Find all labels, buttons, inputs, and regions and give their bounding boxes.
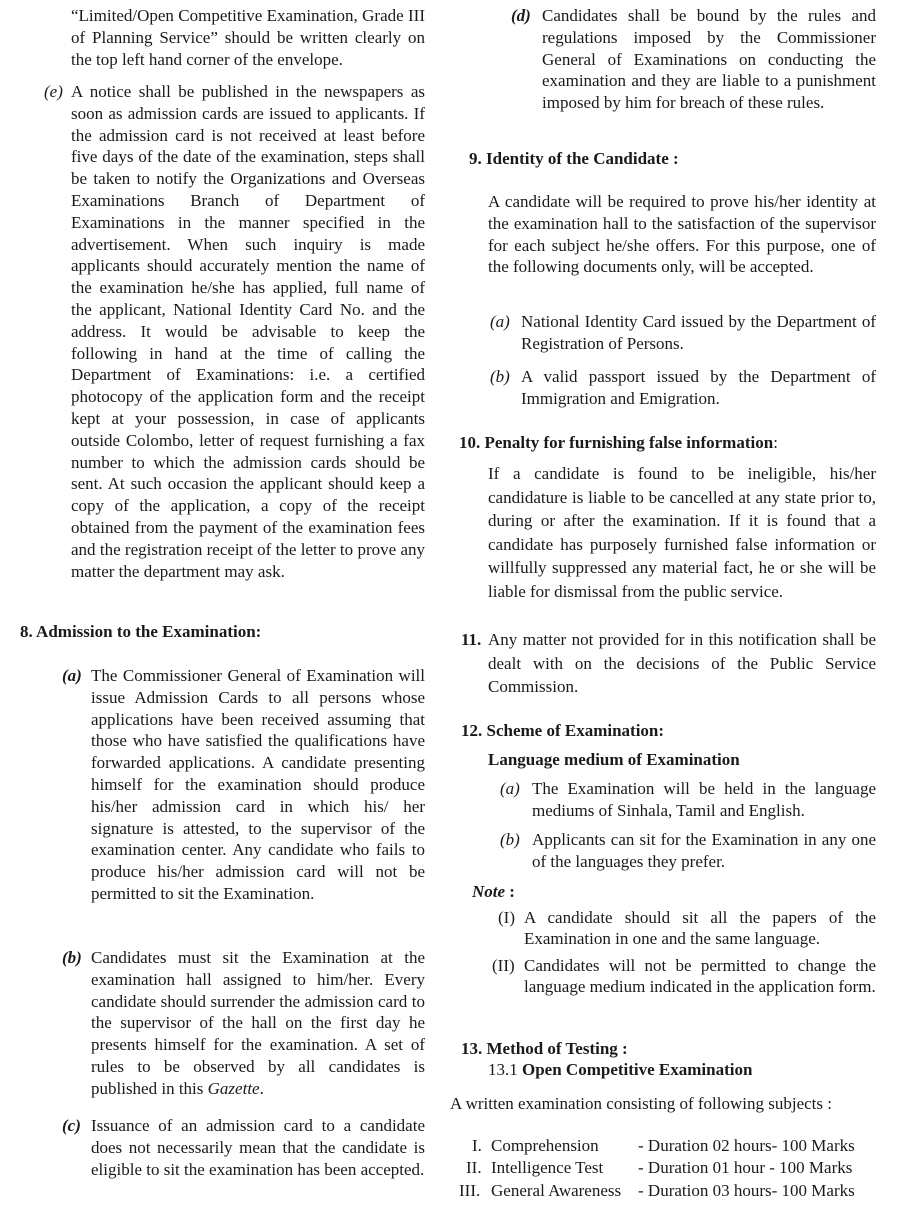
item-e <box>20 81 425 582</box>
section-9-heading: 9. Identity of the Candidate : <box>469 149 679 168</box>
subjects-intro: A written examination consisting of following subjects : <box>450 1094 832 1113</box>
section-8-item-b <box>20 947 425 1100</box>
item-e-label: (e) <box>44 82 63 101</box>
section-8-item-b-end: . <box>259 1078 264 1098</box>
section-8-item-c-text: Issuance of an admission card to a candidate does not necessarily mean that the candidate is eligible to sit the examination has been accepted. <box>91 1116 425 1179</box>
section-12-item-a-text: The Examination will be held in the language mediums of Sinhala, Tamil and English. <box>532 779 876 820</box>
section-12-item-b-label: (b) <box>500 830 520 849</box>
section-8-item-b-text <box>91 947 425 1100</box>
section-12-item-b-text: Applicants can sit for the Examination in any one of the languages they prefer. <box>532 830 876 871</box>
section-9-text: A candidate will be required to prove his/her identity at the examination hall to the satisfaction of the supervisor for each subject he/she offers. For this purpose, one of the following documents only, will be accepted. <box>488 192 876 277</box>
section-8-item-a <box>20 665 425 905</box>
section-11-number: 11. <box>461 630 482 649</box>
envelope-instruction-text: “Limited/Open Competitive Examination, Grade III of Planning Service” should be written clearly on the top left hand corner of the envelope. <box>71 6 425 69</box>
section-11-text: Any matter not provided for in this notification shall be dealt with on the decisions of the Public Service Commission. <box>488 630 876 697</box>
section-12-item-a-label: (a) <box>500 779 520 798</box>
note-label: Note <box>472 882 506 901</box>
subject-number: II. <box>466 1158 482 1177</box>
item-e-text: A notice shall be published in the newspapers as soon as admission cards are issued to applicants. If the admission card is not received at least before five days of the date of the examination, steps shall be taken to notify the Organizations and Overseas Examinations Branch of Department of Examinations in the manner specified in the advertisement. When such inquiry is made applicants should accurately mention the name of the examination he/she has applied, full name of the applicant, National Identity Card No. and the address. It would be advisable to keep the following in hand at the time of calling the Department of Examinations: i.e. a certified photocopy of the application form and the receipt kept at your possession, in case of applicants outside Colombo, letter of request furnishing a fax number to which the admission cards should be sent. At such occasion the applicant should keep a copy of the application, a copy of the receipt obtained from the payment of the examination fees and the registration receipt of the letter to prove any matter the department may ask. <box>71 82 425 581</box>
envelope-instruction <box>71 5 425 70</box>
subject-number: I. <box>472 1136 482 1155</box>
section-12-item-a <box>450 778 876 822</box>
note-colon: : <box>505 882 515 901</box>
section-8-item-b-label: (b) <box>62 948 82 967</box>
item-d-label: (d) <box>511 6 531 25</box>
item-d-text: Candidates shall be bound by the rules and regulations imposed by the Commissioner General of Examinations on conducting the examination and they are liable to a punishment imposed by him for breach of these rules. <box>542 6 876 113</box>
note-item-ii-text: Candidates will not be permitted to change the language medium indicated in the application form. <box>524 956 876 996</box>
section-11 <box>450 628 876 699</box>
section-13-1-title: Open Competitive Examination <box>522 1060 753 1079</box>
section-8-item-b-body: Candidates must sit the Examination at the examination hall assigned to him/her. Every candidate should surrender the admission card to the supervisor of the hall on the first day he presents himself for the examination. A set of rules to be observed by all candidates is published in this <box>91 948 425 1098</box>
section-9-item-a <box>450 311 876 355</box>
note-item-i <box>450 908 876 949</box>
section-12-item-b <box>450 829 876 873</box>
section-8-heading: 8. Admission to the Examination: <box>20 622 262 641</box>
subject-name: General Awareness <box>491 1181 622 1200</box>
subject-detail: - Duration 02 hours- 100 Marks <box>638 1136 855 1155</box>
section-10-text: If a candidate is found to be ineligible, his/her candidature is liable to be cancelled at any state prior to, during or after the examination. If it is found that a candidate has purposely furnished false information or willfully suppressed any material fact, he or she will be liable for dismissal from the public service. <box>488 464 876 601</box>
item-d <box>450 5 876 114</box>
language-medium-heading: Language medium of Examination <box>488 750 740 769</box>
note-item-i-label: (I) <box>498 908 515 927</box>
section-9-item-a-label: (a) <box>490 312 510 331</box>
section-12-heading: 12. Scheme of Examination: <box>461 721 665 740</box>
note-item-ii <box>450 956 876 997</box>
section-9-item-b-text: A valid passport issued by the Department of Immigration and Emigration. <box>521 367 876 408</box>
section-8-item-c <box>20 1115 425 1180</box>
subject-name: Intelligence Test <box>491 1158 604 1177</box>
section-8-item-a-text: The Commissioner General of Examination will issue Admission Cards to all persons whose applications have been received assuming that those who have satisfied the qualifications have forwarded applications. A candidate presenting himself for the examination should produce his/her admission card in which his/ her signature is attested, to the supervisor of the examination center. Any candidate who fails to produce his/her admission card will not be permitted to sit the Examination. <box>91 666 425 903</box>
subject-number: III. <box>459 1181 481 1200</box>
section-10-colon: : <box>773 433 778 452</box>
section-8-item-a-label: (a) <box>62 666 82 685</box>
section-13-1-number: 13.1 <box>488 1060 518 1079</box>
section-9-item-b-label: (b) <box>490 367 510 386</box>
note-item-ii-label: (II) <box>492 956 515 975</box>
section-13-heading: 13. Method of Testing : <box>461 1039 628 1058</box>
section-13-1-heading <box>488 1059 876 1081</box>
section-9-item-a-text: National Identity Card issued by the Department of Registration of Persons. <box>521 312 876 353</box>
note-item-i-text: A candidate should sit all the papers of the Examination in one and the same language. <box>524 908 876 948</box>
subject-name: Comprehension <box>491 1136 599 1155</box>
gazette-reference: Gazette <box>207 1078 260 1098</box>
section-9-item-b <box>450 366 876 410</box>
subject-detail: - Duration 01 hour - 100 Marks <box>638 1158 853 1177</box>
section-10-heading <box>459 432 876 454</box>
section-10-heading-text: 10. Penalty for furnishing false information <box>459 433 774 452</box>
section-10-text-block <box>488 462 876 604</box>
section-9-text-block <box>488 191 876 278</box>
subject-detail: - Duration 03 hours- 100 Marks <box>638 1181 855 1200</box>
note-heading <box>472 881 876 903</box>
section-8-item-c-label: (c) <box>62 1116 81 1135</box>
